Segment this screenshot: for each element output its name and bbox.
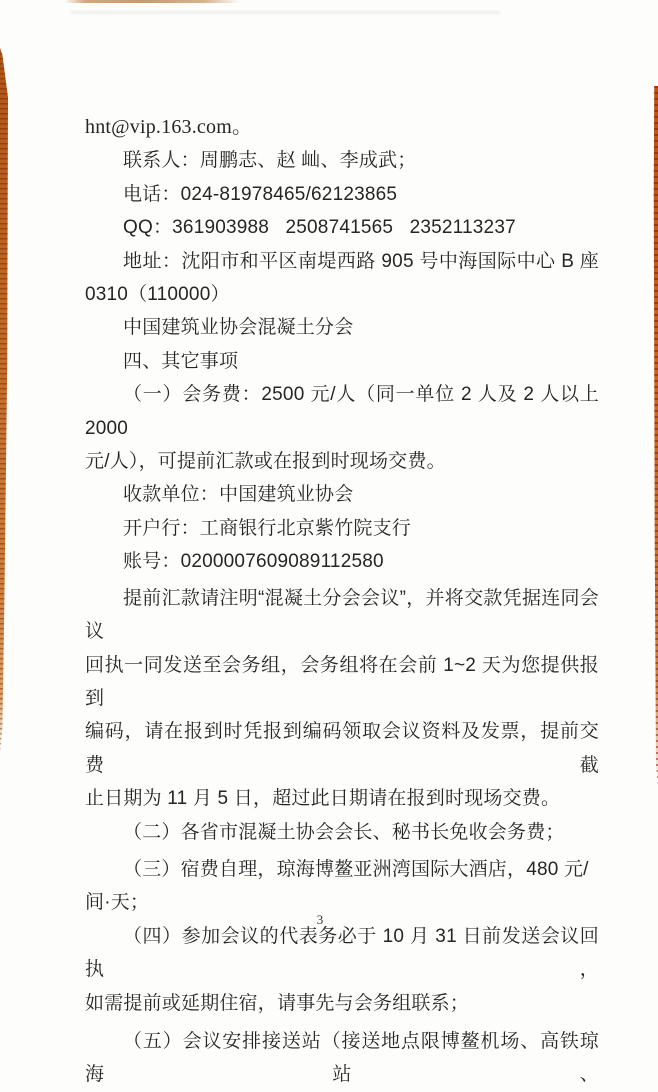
text-line: 0310（110000） [85, 284, 230, 306]
text-line: 如需提前或延期住宿，请事先与会务组联系； [85, 992, 470, 1014]
text-line: （一）会务费：2500 元/人（同一单位 2 人及 2 人以上 2000 [85, 384, 605, 439]
text-line: （四）参加会议的代表务必于 10 月 31 日前发送会议回执， [85, 925, 599, 981]
text-line: 开户行：工商银行北京紫竹院支行 [123, 517, 412, 539]
text-line: 账号：0200007609089112580 [123, 551, 384, 573]
text-line: （二）各省市混凝土协会会长、秘书长免收会务费； [123, 821, 565, 843]
text-line: 元/人），可提前汇款或在报到时现场交费。 [85, 451, 446, 473]
text-line: 电话：024-81978465/62123865 [123, 183, 398, 205]
page-number: 3 [316, 912, 324, 927]
scan-edge-top [64, 0, 240, 3]
text-line: 联系人：周鹏志、赵 屾、李成武； [123, 150, 417, 172]
text-line: 收款单位：中国建筑业协会 [123, 484, 354, 506]
scan-artifact [70, 11, 500, 14]
text-line: hnt@vip.163.com。 [85, 116, 253, 138]
text-line: 回执一同发送至会务组，会务组将在会前 1~2 天为您提供报到 [85, 654, 599, 709]
text-line: 提前汇款请注明“混凝土分会会议”，并将交款凭据连同会议 [85, 587, 599, 643]
text-line: 编码，请在报到时凭报到编码领取会议资料及发票，提前交费截 [85, 721, 599, 776]
text-line: 中国建筑业协会混凝土分会 [123, 317, 354, 339]
document-body [85, 111, 605, 1092]
text-line: （五）会议安排接送站（接送地点限博鳌机场、高铁琼海站、 [85, 1030, 599, 1086]
text-line: 四、其它事项 [123, 350, 239, 372]
scan-edge-right [653, 86, 658, 786]
scan-edge-left [0, 48, 8, 754]
text-line: QQ：361903988 2508741565 2352113237 [123, 217, 516, 239]
text-line: 地址：沈阳市和平区南堤西路 905 号中海国际中心 B 座 [123, 250, 599, 272]
text-line: （三）宿费自理，琼海博鳌亚洲湾国际大酒店，480 元/间·天； [85, 858, 589, 914]
text-line: 止日期为 11 月 5 日，超过此日期请在报到时现场交费。 [85, 788, 561, 810]
